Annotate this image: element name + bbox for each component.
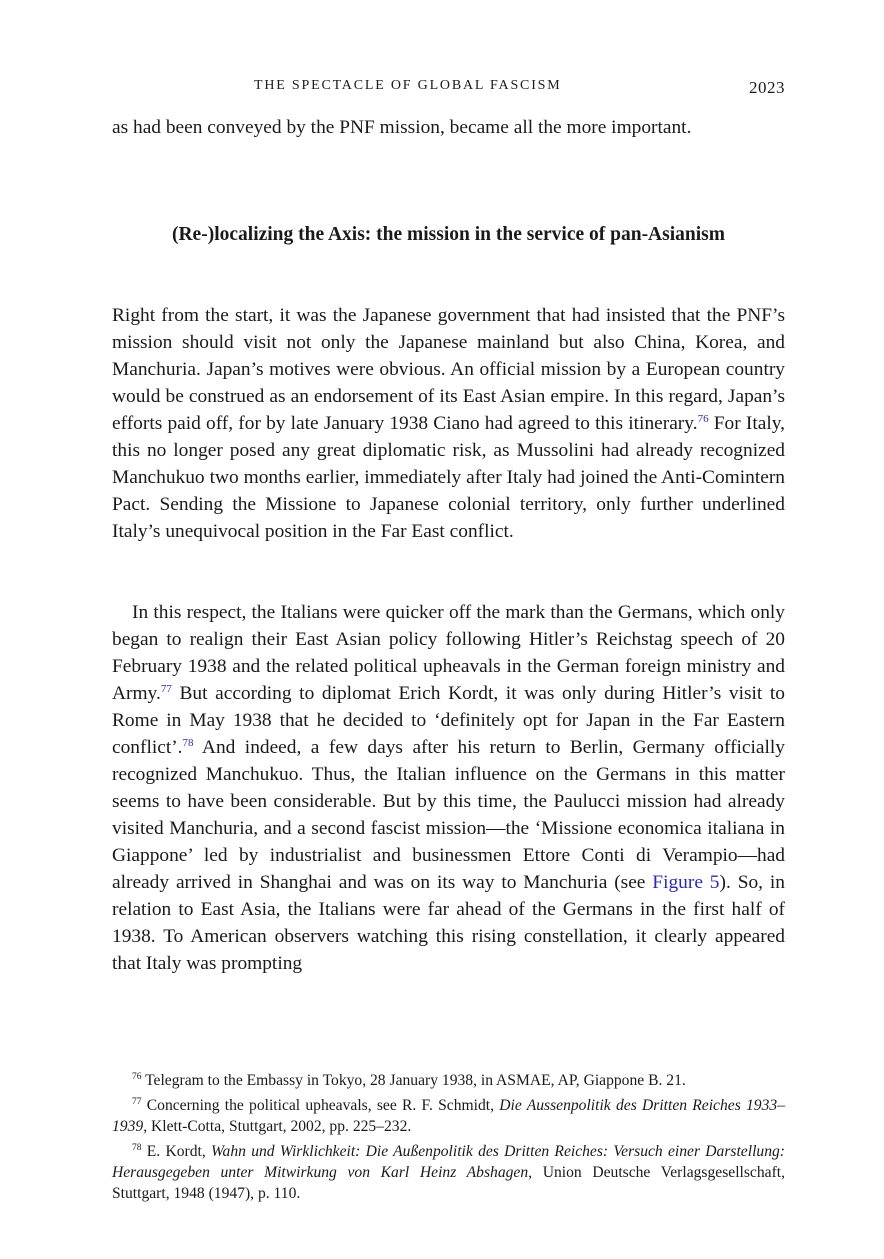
footnote-ref-76[interactable]: 76 xyxy=(697,413,709,425)
running-head xyxy=(112,78,785,100)
footnote-ref-77[interactable]: 77 xyxy=(160,683,172,695)
footnote-77 xyxy=(112,1095,785,1137)
footnote-number-76: 76 xyxy=(132,1072,142,1082)
footnote-78-title: Wahn und Wirklichkeit: Die Außenpolitik des Dritten Reiches: Versuch einer Darstellung: Herausgegeben unter Mitwirkung von Karl Heinz Abshagen xyxy=(112,1143,785,1181)
running-title: THE SPECTACLE OF GLOBAL FASCISM xyxy=(254,78,562,93)
page-number: 2023 xyxy=(749,78,785,97)
footnote-77-title: Die Aussenpolitik des Dritten Reiches 1933–1939 xyxy=(112,1097,785,1135)
footnotes xyxy=(112,1070,785,1208)
footnote-77-post: , Klett-Cotta, Stuttgart, 2002, pp. 225–232. xyxy=(143,1118,412,1135)
paragraph-2-text-a: In this respect, the Italians were quicker off the mark than the Germans, which only began to realign their East Asian policy following Hitler’s Reichstag speech of 20 February 1938 and the related political upheavals in the German foreign ministry and Army. xyxy=(112,602,785,704)
paragraph-2-text-d: ). So, in relation to East Asia, the Italians were far ahead of the Germans in the first half of 1938. To American observers watching this rising constellation, it clearly appeared that Italy was prompting xyxy=(112,872,786,974)
footnote-76 xyxy=(112,1070,785,1091)
footnote-78 xyxy=(112,1141,785,1204)
paragraph-2-text-c: And indeed, a few days after his return to Berlin, Germany officially recognized Manchukuo. Thus, the Italian influence on the Germans in this matter seems to have been considerable. But by this time, the Paulucci mission had already visited Manchuria, and a second fascist mission—the ‘Missione economica italiana in Giappone’ led by industrialist and businessmen Ettore Conti di Verampio—had already arrived in Shanghai and was on its way to Manchuria (see xyxy=(112,737,785,893)
section-heading: (Re-)localizing the Axis: the mission in the service of pan-Asianism xyxy=(171,224,725,245)
footnote-number-78: 78 xyxy=(132,1143,142,1153)
footnote-number-77: 77 xyxy=(132,1097,142,1107)
footnote-78-pre: E. Kordt, xyxy=(141,1143,211,1160)
body-paragraph-2 xyxy=(112,599,785,977)
footnote-78-post: , Union Deutsche Verlagsgesellschaft, Stuttgart, 1948 (1947), p. 110. xyxy=(112,1164,785,1202)
body-paragraph-1 xyxy=(112,302,785,545)
paragraph-1-text-b: For Italy, this no longer posed any great diplomatic risk, as Mussolini had already recognized Manchukuo two months earlier, immediately after Italy had joined the Anti-Comintern Pact. Sending the Missione to Japanese colonial territory, only further underlined Italy’s unequivocal position in the Far East conflict. xyxy=(112,413,785,542)
figure-5-link[interactable]: Figure 5 xyxy=(652,872,720,893)
intro-paragraph: as had been conveyed by the PNF mission, became all the more important. xyxy=(112,117,692,138)
footnote-ref-78[interactable]: 78 xyxy=(182,737,194,749)
paragraph-1-text-a: Right from the start, it was the Japanese government that had insisted that the PNF’s mission should visit not only the Japanese mainland but also China, Korea, and Manchuria. Japan’s motives were obvious. An official mission by a European country would be construed as an endorsement of its East Asian empire. In this regard, Japan’s efforts paid off, for by late January 1938 Ciano had agreed to this itinerary. xyxy=(112,305,785,434)
footnote-77-pre: Concerning the political upheavals, see R. F. Schmidt, xyxy=(141,1097,500,1114)
paragraph-2-text-b: But according to diplomat Erich Kordt, it was only during Hitler’s visit to Rome in May 1938 that he decided to ‘definitely opt for Japan in the Far Eastern conflict’. xyxy=(112,683,785,758)
footnote-76-text: Telegram to the Embassy in Tokyo, 28 January 1938, in ASMAE, AP, Giappone B. 21. xyxy=(141,1072,686,1089)
